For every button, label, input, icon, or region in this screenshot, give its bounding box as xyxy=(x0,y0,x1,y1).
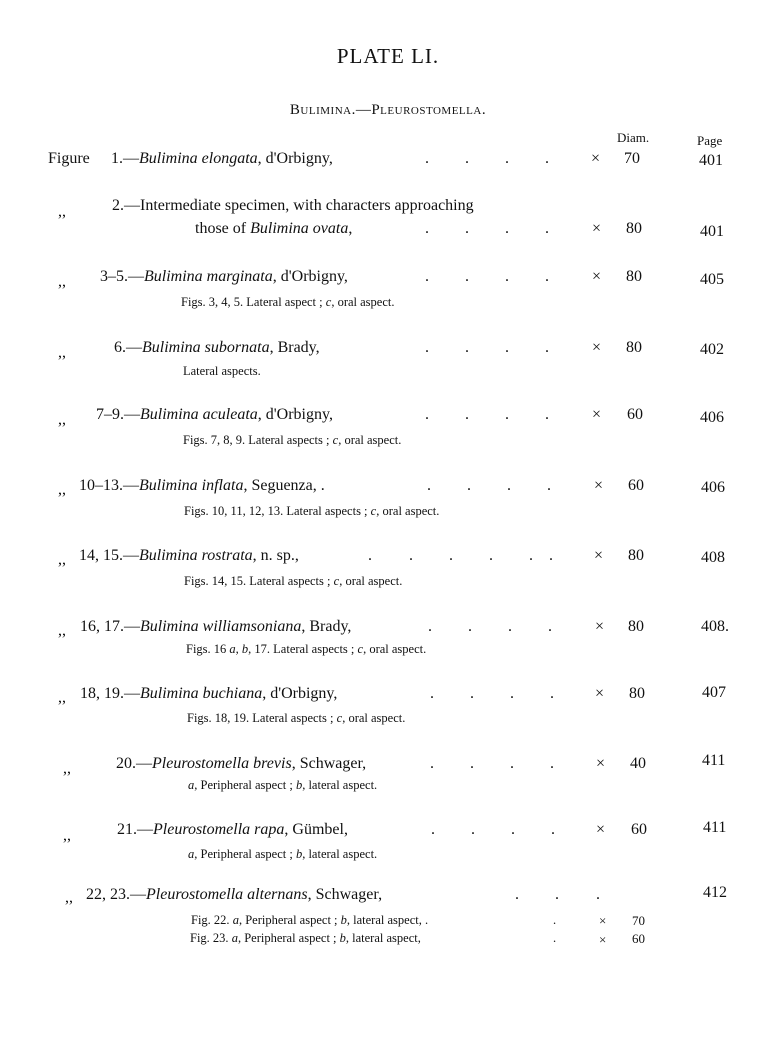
leader-dot: . xyxy=(510,685,514,702)
caption-letter: c xyxy=(370,504,377,518)
figure-caption xyxy=(181,295,395,310)
caption-text: , oral aspect. xyxy=(363,642,427,656)
entry-number: 22, 23.— xyxy=(86,886,146,903)
entry-number: 10–13.— xyxy=(79,477,139,494)
ditto-mark: ,, xyxy=(58,344,66,361)
leader-dot: . xyxy=(425,220,429,237)
figure-caption xyxy=(190,931,421,946)
leader-dot: . xyxy=(553,913,557,927)
entry-number: 1.— xyxy=(111,150,139,167)
diam-value: 70 xyxy=(624,150,640,167)
page-number: 406 xyxy=(700,409,724,426)
leader-dot: . xyxy=(547,477,551,494)
caption-text: , lateral aspect. xyxy=(302,847,378,861)
leader-dot: . xyxy=(550,685,554,702)
diam-value: 60 xyxy=(632,931,645,946)
leader-dot: . xyxy=(468,618,472,635)
leader-dot: . xyxy=(465,220,469,237)
entry-number: 16, 17.— xyxy=(80,618,140,635)
magnification-sign: × xyxy=(595,618,605,635)
species-name: Pleurostomella brevis xyxy=(152,755,292,772)
ditto-mark: ,, xyxy=(65,889,73,906)
diam-value: 40 xyxy=(630,755,646,772)
magnification-sign: × xyxy=(592,220,602,237)
leader-dot: . xyxy=(555,886,559,903)
caption-text: , oral aspect. xyxy=(331,295,395,309)
figure-caption xyxy=(186,642,426,657)
entry-description: those of xyxy=(195,220,251,237)
page-number: 408 xyxy=(701,549,725,566)
species-name: Bulimina subornata xyxy=(142,339,270,356)
entry-number: 7–9.— xyxy=(96,406,140,423)
caption-letter: c xyxy=(357,642,364,656)
caption-letter: b xyxy=(295,847,303,861)
species-name: Bulimina marginata xyxy=(144,268,273,285)
leader-dot: . xyxy=(465,268,469,285)
diam-value: 70 xyxy=(632,913,645,928)
caption-text: Figs. 3, 4, 5. Lateral aspect ; xyxy=(181,295,326,309)
entry-number: 18, 19.— xyxy=(80,685,140,702)
leader-dot: . xyxy=(505,150,509,167)
entry-line xyxy=(86,886,382,904)
caption-letter: c xyxy=(333,574,340,588)
leader-dot: . xyxy=(515,886,519,903)
species-name: Pleurostomella alternans xyxy=(146,886,308,903)
magnification-sign: × xyxy=(594,477,604,494)
leader-dot: . xyxy=(465,150,469,167)
leader-dot: . xyxy=(507,477,511,494)
species-author: , Seguenza, . xyxy=(243,477,325,494)
leader-dot: . xyxy=(489,547,493,564)
caption-text: Figs. 7, 8, 9. Lateral aspects ; xyxy=(183,433,333,447)
page-number: 411 xyxy=(703,819,727,836)
leader-dot: . xyxy=(409,547,413,564)
leader-dot: . xyxy=(470,685,474,702)
page-number: 407 xyxy=(702,684,726,701)
entry-line xyxy=(111,150,333,168)
ditto-mark: ,, xyxy=(58,203,66,220)
page-number: 401 xyxy=(700,223,724,240)
caption-letter: a xyxy=(231,931,238,945)
leader-dot: . xyxy=(551,821,555,838)
caption-text: Figs. 16 xyxy=(186,642,230,656)
species-author: , Schwager, xyxy=(291,755,367,772)
leader-dot: . xyxy=(425,268,429,285)
entry-line xyxy=(80,685,337,703)
ditto-mark: ,, xyxy=(63,760,71,777)
species-author: , d'Orbigny, xyxy=(257,150,333,167)
species-name: Bulimina ovata xyxy=(250,220,349,237)
species-author: , n. sp., xyxy=(252,547,299,564)
diam-value: 80 xyxy=(626,339,642,356)
leader-dot: . xyxy=(425,339,429,356)
magnification-sign: × xyxy=(595,685,605,702)
caption-letter: a xyxy=(188,847,195,861)
leader-dot: . xyxy=(430,755,434,772)
page-number: 408. xyxy=(701,618,729,635)
magnification-sign: × xyxy=(596,755,606,772)
entry-number: 14, 15.— xyxy=(79,547,139,564)
magnification-sign: × xyxy=(594,547,604,564)
entry-line xyxy=(117,821,348,839)
plate-title: PLATE LI. xyxy=(336,44,440,68)
caption-letter: b xyxy=(339,931,346,945)
subtitle-end: . xyxy=(481,102,487,118)
page-number: 412 xyxy=(703,884,727,901)
entry-line xyxy=(79,477,325,495)
magnification-sign: × xyxy=(592,268,602,285)
species-name: Bulimina elongata xyxy=(139,150,258,167)
diam-value: 60 xyxy=(631,821,647,838)
entry-line xyxy=(116,755,366,773)
leader-dot: . xyxy=(505,220,509,237)
ditto-mark: ,, xyxy=(63,827,71,844)
caption-text: Fig. 23. xyxy=(190,931,232,945)
leader-dot: . xyxy=(425,150,429,167)
page-number: 411 xyxy=(702,752,726,769)
leader-dot: . xyxy=(511,821,515,838)
plate-subtitle xyxy=(0,102,776,119)
leader-dot: . xyxy=(505,268,509,285)
subtitle-genus-a: Bulimina xyxy=(289,102,352,118)
caption-text: , Peripheral aspect ; xyxy=(194,778,296,792)
caption-letter: c xyxy=(325,295,332,309)
leader-dot: . xyxy=(545,406,549,423)
figure-caption xyxy=(188,847,377,862)
caption-text: Figs. 10, 11, 12, 13. Lateral aspects ; xyxy=(184,504,371,518)
leader-dot: . xyxy=(449,547,453,564)
magnification-sign: × xyxy=(599,913,607,928)
leader-dot: . xyxy=(471,821,475,838)
caption-text: Figs. 14, 15. Lateral aspects ; xyxy=(184,574,334,588)
entry-number: 2.— xyxy=(112,197,140,214)
diam-value: 60 xyxy=(627,406,643,423)
subtitle-genus-b: Pleurostomella xyxy=(371,102,482,118)
caption-letter: b xyxy=(295,778,303,792)
leader-dot: . xyxy=(470,755,474,772)
leader-dot: . xyxy=(425,406,429,423)
species-name: Bulimina inflata xyxy=(139,477,244,494)
page-number: 406 xyxy=(701,479,725,496)
species-author: , d'Orbigny, xyxy=(262,685,338,702)
figure-prefix: Figure xyxy=(48,150,90,167)
figure-caption xyxy=(187,711,405,726)
ditto-mark: ,, xyxy=(58,273,66,290)
caption-text: , Peripheral aspect ; xyxy=(194,847,296,861)
species-author: , Schwager, xyxy=(307,886,383,903)
species-name: Bulimina buchiana xyxy=(140,685,263,702)
page-column-header: Page xyxy=(697,133,723,148)
leader-dot: . xyxy=(505,406,509,423)
species-name: Bulimina aculeata xyxy=(140,406,258,423)
leader-dot: . xyxy=(596,886,600,903)
entry-number: 6.— xyxy=(114,339,142,356)
caption-text: , Peripheral aspect ; xyxy=(238,913,341,927)
leader-dot: . xyxy=(427,477,431,494)
species-author: , Brady, xyxy=(301,618,352,635)
leader-dot: . xyxy=(465,339,469,356)
magnification-sign: × xyxy=(596,821,606,838)
ditto-mark: ,, xyxy=(58,551,66,568)
caption-letter: c xyxy=(336,711,343,725)
diam-value: 80 xyxy=(629,685,645,702)
entry-description: Intermediate specimen, with characters approaching xyxy=(140,197,474,214)
leader-dot: . xyxy=(505,339,509,356)
species-name: Pleurostomella rapa xyxy=(153,821,285,838)
leader-dot: . xyxy=(510,755,514,772)
caption-text: , Peripheral aspect ; xyxy=(237,931,340,945)
entry-punctuation: , xyxy=(348,220,353,237)
leader-dot: . xyxy=(428,618,432,635)
figure-caption xyxy=(183,433,401,448)
species-author: , Brady, xyxy=(269,339,320,356)
leader-dot: . xyxy=(431,821,435,838)
diam-column-header: Diam. xyxy=(617,130,650,145)
species-name: Bulimina rostrata xyxy=(139,547,253,564)
entry-line xyxy=(79,547,299,565)
caption-text: Lateral aspects. xyxy=(183,364,261,378)
diam-value: 80 xyxy=(628,547,644,564)
leader-dot: . xyxy=(545,220,549,237)
leader-dot: . xyxy=(467,477,471,494)
figure-caption xyxy=(184,574,402,589)
caption-text: , oral aspect. xyxy=(339,574,403,588)
entry-line xyxy=(80,618,351,636)
figure-caption xyxy=(184,504,439,519)
subtitle-separator: .— xyxy=(351,102,372,118)
entry-line-continued xyxy=(195,220,352,238)
caption-text: , lateral aspect, . xyxy=(346,913,429,927)
ditto-mark: ,, xyxy=(58,481,66,498)
leader-dot: . xyxy=(548,618,552,635)
species-author: , Gümbel, xyxy=(284,821,348,838)
leader-dot: . xyxy=(529,547,533,564)
diam-value: 80 xyxy=(626,220,642,237)
figure-caption xyxy=(191,913,428,928)
diam-value: 80 xyxy=(628,618,644,635)
leader-dot: . xyxy=(545,339,549,356)
entry-line xyxy=(96,406,333,424)
page-number: 401 xyxy=(699,152,723,169)
page-number: 402 xyxy=(700,341,724,358)
species-name: Bulimina williamsoniana xyxy=(140,618,302,635)
caption-letter: a xyxy=(232,913,239,927)
caption-text: , oral aspect. xyxy=(376,504,440,518)
caption-letter: c xyxy=(332,433,339,447)
caption-letter: a xyxy=(188,778,195,792)
leader-dot: . xyxy=(553,931,557,945)
leader-dot: . xyxy=(545,268,549,285)
magnification-sign: × xyxy=(592,339,602,356)
entry-line xyxy=(114,339,320,357)
caption-letter: b xyxy=(340,913,347,927)
species-author: , d'Orbigny, xyxy=(257,406,333,423)
ditto-mark: ,, xyxy=(58,622,66,639)
diam-value: 60 xyxy=(628,477,644,494)
caption-text: Figs. 18, 19. Lateral aspects ; xyxy=(187,711,337,725)
entry-line xyxy=(112,197,474,215)
ditto-mark: ,, xyxy=(58,689,66,706)
magnification-sign: × xyxy=(591,150,601,167)
caption-text: Fig. 22. xyxy=(191,913,233,927)
entry-number: 3–5.— xyxy=(100,268,144,285)
species-author: , d'Orbigny, xyxy=(272,268,348,285)
figure-caption xyxy=(183,364,261,379)
entry-number: 21.— xyxy=(117,821,153,838)
diam-value: 80 xyxy=(626,268,642,285)
leader-dot: . xyxy=(545,150,549,167)
page-number: 405 xyxy=(700,271,724,288)
leader-dot: . xyxy=(368,547,372,564)
entry-line xyxy=(100,268,348,286)
figure-caption xyxy=(188,778,377,793)
leader-dot: . xyxy=(508,618,512,635)
leader-dot: . xyxy=(465,406,469,423)
magnification-sign: × xyxy=(599,932,607,947)
ditto-mark: ,, xyxy=(58,411,66,428)
leader-dot: . xyxy=(550,755,554,772)
caption-text: , oral aspect. xyxy=(338,433,402,447)
caption-text: , 17. Lateral aspects ; xyxy=(248,642,358,656)
caption-letter: a, b xyxy=(229,642,249,656)
caption-text: , oral aspect. xyxy=(342,711,406,725)
leader-dot: . xyxy=(549,547,553,564)
caption-text: , lateral aspect. xyxy=(302,778,378,792)
caption-text: , lateral aspect, xyxy=(345,931,421,945)
entry-number: 20.— xyxy=(116,755,152,772)
leader-dot: . xyxy=(430,685,434,702)
magnification-sign: × xyxy=(592,406,602,423)
